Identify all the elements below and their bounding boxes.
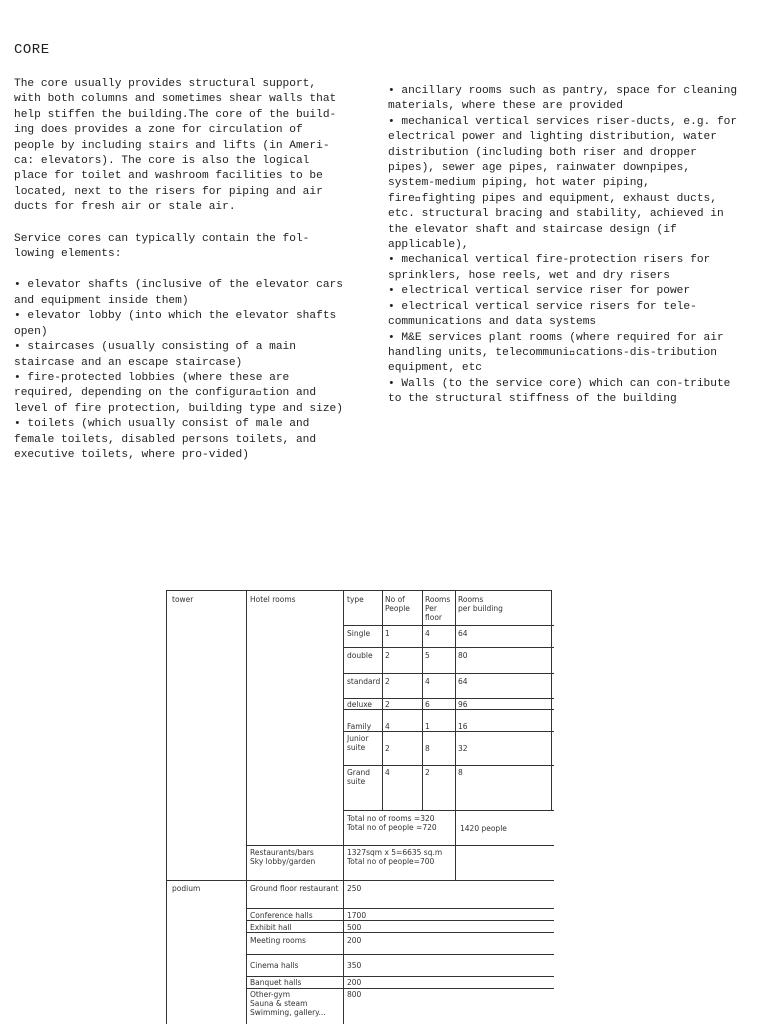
row-per-building: 96 bbox=[458, 700, 468, 709]
list-item: • mechanical vertical fire-protection risers for sprinklers, hose reels, wet and dry risers bbox=[388, 254, 711, 282]
row-per-building: 16 bbox=[458, 722, 468, 731]
row-per-building: 32 bbox=[458, 744, 468, 753]
header-no-of-people: No of People bbox=[385, 595, 410, 613]
list-item: • electrical vertical service risers for tele-communications and data systems bbox=[388, 300, 697, 329]
right-text-column bbox=[388, 84, 742, 408]
row-per-building: 80 bbox=[458, 651, 468, 660]
list-item: • electrical vertical service riser for power bbox=[388, 285, 691, 298]
row-per-floor: 4 bbox=[425, 677, 430, 686]
row-people: 2 bbox=[385, 700, 390, 709]
row-people: 4 bbox=[385, 722, 390, 731]
list-item: • elevator lobby (into which the elevator shafts open) bbox=[14, 310, 337, 338]
row-type: Grand suite bbox=[347, 768, 371, 786]
header-rooms-per-floor: Rooms Per floor bbox=[425, 595, 451, 622]
row-per-floor: 4 bbox=[425, 629, 430, 638]
podium-row-label: Conference halls bbox=[250, 911, 313, 920]
row-people: 2 bbox=[385, 651, 390, 660]
row-per-floor: 2 bbox=[425, 768, 430, 777]
row-per-floor: 1 bbox=[425, 722, 430, 731]
row-people: 4 bbox=[385, 768, 390, 777]
row-people: 1 bbox=[385, 629, 390, 638]
list-item: • ancillary rooms such as pantry, space for cleaning materials, where these are provided bbox=[388, 85, 738, 113]
podium-row-value: 1700 bbox=[347, 911, 367, 920]
lead-paragraph: Service cores can typically contain the fol-lowing elements: bbox=[14, 232, 310, 261]
list-item: • M&E services plant rooms (where required for air handling units, telecommuni cations-dis-tribution equipment, etc bbox=[388, 331, 724, 375]
row-per-floor: 5 bbox=[425, 651, 430, 660]
podium-row-label: Meeting rooms bbox=[250, 936, 306, 945]
row-per-building: 64 bbox=[458, 677, 468, 686]
list-item: • staircases (usually consisting of a main staircase and an escape staircase) bbox=[14, 341, 296, 369]
header-type: type bbox=[347, 595, 364, 604]
row-type: deluxe bbox=[347, 700, 373, 709]
row-per-floor: 6 bbox=[425, 700, 430, 709]
row-people: 2 bbox=[385, 744, 390, 753]
hotel-program-table bbox=[166, 590, 554, 1024]
total-people: 1420 people bbox=[460, 824, 507, 833]
row-type: standard bbox=[347, 677, 381, 686]
row-per-building: 64 bbox=[458, 629, 468, 638]
list-item: • elevator shafts (inclusive of the elevator cars and equipment inside them) bbox=[14, 279, 343, 307]
tower-label: tower bbox=[172, 595, 194, 604]
podium-row-value: 200 bbox=[347, 978, 362, 987]
left-text-column bbox=[14, 77, 344, 463]
podium-label: podium bbox=[172, 884, 201, 893]
row-people: 2 bbox=[385, 677, 390, 686]
podium-row-label: Ground floor restaurant bbox=[250, 884, 339, 893]
restaurants-label: Restaurants/bars Sky lobby/garden bbox=[250, 848, 316, 866]
row-type: Single bbox=[347, 629, 371, 638]
podium-row-label: Other-gym Sauna & steam Swimming, gallery... bbox=[250, 990, 326, 1017]
podium-row-label: Exhibit hall bbox=[250, 923, 292, 932]
totals: Total no of rooms =320 Total no of people =720 bbox=[347, 814, 437, 832]
row-type: double bbox=[347, 651, 373, 660]
list-item: • Walls (to the service core) which can con-tribute to the structural stiffness of the building bbox=[388, 377, 731, 406]
intro-paragraph: The core usually provides structural support, with both columns and sometimes shear walls that help stiffen the building.The core of the build-ing does provides a zone for circulation of people by including stairs and lifts (in Ameri-ca: elevators). The core is also the logical place for toilet and washroom facilities to be located, next to the risers for piping and air ducts for fresh air or stale air. bbox=[14, 78, 337, 214]
row-type: Family bbox=[347, 722, 372, 731]
row-per-floor: 8 bbox=[425, 744, 430, 753]
list-item: • fire-protected lobbies (where these are required, depending on the configura tion and level of fire protection, building type and size) bbox=[14, 371, 343, 415]
row-type: Junior suite bbox=[347, 734, 369, 752]
podium-row-value: 800 bbox=[347, 990, 362, 999]
podium-row-label: Cinema halls bbox=[250, 961, 299, 970]
row-per-building: 8 bbox=[458, 768, 463, 777]
header-rooms-per-building: Rooms per building bbox=[458, 595, 503, 613]
podium-row-value: 200 bbox=[347, 936, 362, 945]
page-title: CORE bbox=[14, 42, 50, 58]
list-item: • mechanical vertical services riser-ducts, e.g. for electrical power and lighting distribution, water distribution (including both riser and dropper pipes), sewer age pipes, rainwater downpipes, system-medium piping, hot water piping, fire fighting pipes and equipment, exhaust ducts, etc. structural bracing and stability, achieved in the elevator shaft and staircase design (if applicable), bbox=[388, 115, 738, 252]
restaurants-value: 1327sqm x 5=6635 sq.m Total no of people=700 bbox=[347, 848, 443, 866]
podium-row-value: 350 bbox=[347, 961, 362, 970]
list-item: • toilets (which usually consist of male and female toilets, disabled persons toilets, and executive toilets, where pro-vided) bbox=[14, 418, 317, 461]
hotel-rooms-label: Hotel rooms bbox=[250, 595, 296, 604]
podium-row-value: 250 bbox=[347, 884, 362, 893]
podium-row-value: 500 bbox=[347, 923, 362, 932]
podium-row-label: Banquet halls bbox=[250, 978, 302, 987]
